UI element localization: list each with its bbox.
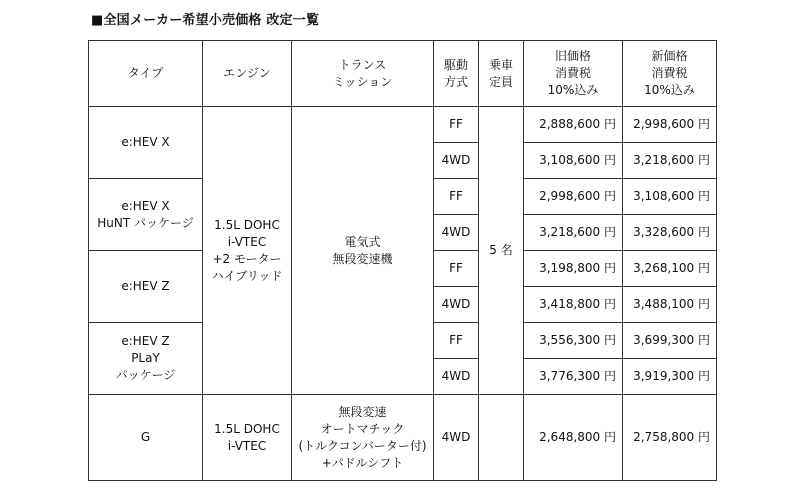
engine-cell: 1.5L DOHC i-VTEC (203, 395, 292, 481)
old-price-cell: 3,108,600 円 (524, 143, 623, 179)
drive-cell: FF (434, 179, 479, 215)
transmission-cell: 電気式 無段変速機 (292, 107, 434, 395)
transmission-cell: 無段変速 オートマチック (トルクコンバーター付) +パドルシフト (292, 395, 434, 481)
new-price-cell: 3,218,600 円 (623, 143, 717, 179)
type-cell: e:HEV X HuNT パッケージ (89, 179, 203, 251)
old-price-cell: 3,198,800 円 (524, 251, 623, 287)
old-price-cell: 3,218,600 円 (524, 215, 623, 251)
drive-cell: 4WD (434, 215, 479, 251)
capacity-cell-empty (479, 395, 524, 481)
price-revision-table (88, 40, 717, 481)
old-price-cell: 3,556,300 円 (524, 323, 623, 359)
table-row (89, 395, 717, 481)
new-price-cell: 2,998,600 円 (623, 107, 717, 143)
new-price-cell: 3,328,600 円 (623, 215, 717, 251)
drive-cell: FF (434, 107, 479, 143)
old-price-cell: 2,888,600 円 (524, 107, 623, 143)
drive-cell: 4WD (434, 143, 479, 179)
new-price-cell: 3,488,100 円 (623, 287, 717, 323)
header-drive: 駆動 方式 (434, 41, 479, 107)
page-title: ■全国メーカー希望小売価格 改定一覧 (91, 13, 320, 28)
type-cell: e:HEV Z (89, 251, 203, 323)
header-capacity: 乗車 定員 (479, 41, 524, 107)
drive-cell: 4WD (434, 287, 479, 323)
type-cell: e:HEV Z PLaY パッケージ (89, 323, 203, 395)
header-new-price: 新価格 消費税 10%込み (623, 41, 717, 107)
new-price-cell: 3,919,300 円 (623, 359, 717, 395)
header-old-price: 旧価格 消費税 10%込み (524, 41, 623, 107)
drive-cell: 4WD (434, 395, 479, 481)
new-price-cell: 2,758,800 円 (623, 395, 717, 481)
old-price-cell: 3,418,800 円 (524, 287, 623, 323)
header-row (89, 41, 717, 107)
drive-cell: FF (434, 323, 479, 359)
old-price-cell: 2,648,800 円 (524, 395, 623, 481)
drive-cell: FF (434, 251, 479, 287)
capacity-cell: 5 名 (479, 107, 524, 395)
drive-cell: 4WD (434, 359, 479, 395)
new-price-cell: 3,699,300 円 (623, 323, 717, 359)
old-price-cell: 3,776,300 円 (524, 359, 623, 395)
engine-cell: 1.5L DOHC i-VTEC +2 モーター ハイブリッド (203, 107, 292, 395)
header-engine: エンジン (203, 41, 292, 107)
new-price-cell: 3,268,100 円 (623, 251, 717, 287)
type-cell: G (89, 395, 203, 481)
header-transmission: トランス ミッション (292, 41, 434, 107)
type-cell: e:HEV X (89, 107, 203, 179)
table-row (89, 107, 717, 143)
old-price-cell: 2,998,600 円 (524, 179, 623, 215)
header-type: タイプ (89, 41, 203, 107)
new-price-cell: 3,108,600 円 (623, 179, 717, 215)
